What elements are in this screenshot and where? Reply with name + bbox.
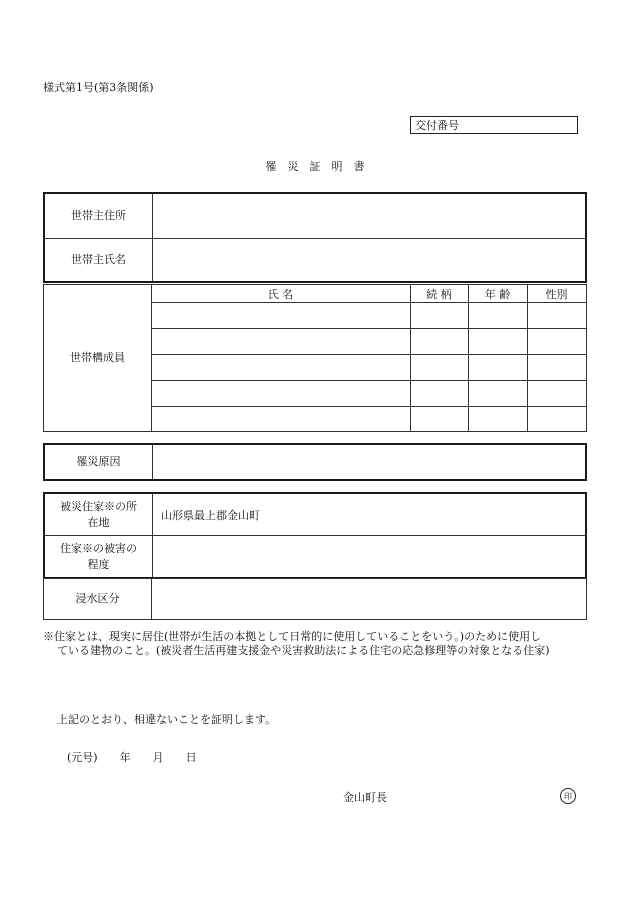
member-relation-cell[interactable] (412, 355, 466, 380)
member-age-cell[interactable] (470, 355, 525, 380)
member-age-cell[interactable] (470, 329, 525, 354)
header-relation: 続 柄 (426, 287, 452, 301)
member-name-cell[interactable] (154, 355, 408, 380)
certification-text: 上記のとおり、相違ないことを証明します。 (57, 713, 277, 726)
member-name-cell[interactable] (154, 303, 408, 328)
address-label: 世帯主住所 (71, 209, 126, 222)
column-divider (527, 285, 528, 431)
column-divider (410, 285, 411, 431)
footnote (43, 630, 593, 658)
member-sex-cell[interactable] (529, 303, 584, 328)
damage-label: 住家※の被害の程度 (60, 541, 137, 571)
cause-table (43, 443, 587, 481)
column-divider (151, 579, 152, 619)
member-name-cell[interactable] (154, 381, 408, 406)
location-field[interactable]: 山形県最上郡金山町 (161, 508, 260, 522)
date-line: (元号) 年 月 日 (67, 751, 197, 764)
member-sex-cell[interactable] (529, 381, 584, 406)
member-age-cell[interactable] (470, 381, 525, 406)
members-label: 世帯構成員 (70, 351, 125, 364)
column-divider (151, 285, 152, 431)
cause-field[interactable] (157, 445, 581, 479)
member-relation-cell[interactable] (412, 303, 466, 328)
flood-table (43, 578, 587, 620)
location-label: 被災住家※の所在地 (60, 499, 137, 529)
head-name-label: 世帯主氏名 (71, 253, 126, 266)
member-relation-cell[interactable] (412, 381, 466, 406)
location-damage-table (43, 492, 587, 579)
head-name-field[interactable] (157, 239, 581, 281)
member-sex-cell[interactable] (529, 407, 584, 431)
header-name: 氏 名 (267, 287, 294, 301)
member-age-cell[interactable] (470, 303, 525, 328)
footnote-line-1: ※住家とは、現実に居住(世帯が生活の本拠として日常的に使用していることをいう。)のために使用し (43, 630, 542, 643)
header-age: 年 齢 (484, 287, 511, 301)
flood-field[interactable] (156, 579, 582, 619)
member-age-cell[interactable] (470, 407, 525, 431)
household-head-table (43, 192, 587, 283)
damage-field[interactable] (161, 536, 581, 577)
footnote-line-2: ている建物のこと。(被災者生活再建支援金や災害救助法による住宅の応急修理等の対象となる住家) (57, 644, 550, 657)
column-divider (468, 285, 469, 431)
member-name-cell[interactable] (154, 407, 408, 431)
mayor-title: 金山町長 (343, 791, 387, 804)
seal-icon: 印 (560, 788, 576, 804)
header-sex: 性別 (545, 287, 568, 301)
member-relation-cell[interactable] (412, 329, 466, 354)
cause-label: 罹災原因 (76, 455, 121, 468)
member-sex-cell[interactable] (529, 329, 584, 354)
issue-number-label: 交付番号 (415, 119, 459, 132)
address-field[interactable] (157, 194, 581, 238)
form-number: 様式第1号(第3条関係) (43, 81, 154, 94)
member-name-cell[interactable] (154, 329, 408, 354)
flood-label: 浸水区分 (75, 592, 120, 605)
column-divider (152, 445, 153, 479)
issue-number-box[interactable] (410, 116, 578, 134)
member-relation-cell[interactable] (412, 407, 466, 431)
document-title: 罹災証明書 (265, 160, 376, 173)
member-sex-cell[interactable] (529, 355, 584, 380)
household-members-table (43, 284, 587, 432)
